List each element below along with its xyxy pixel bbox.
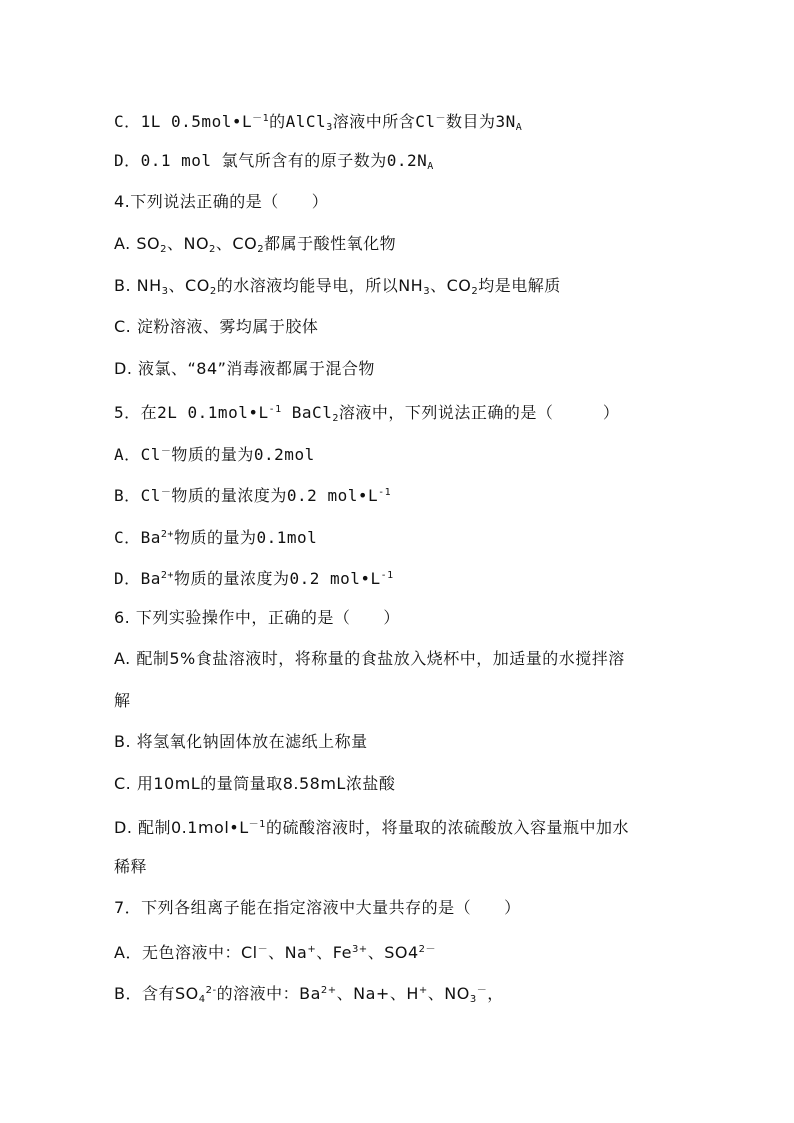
subscript: 3 xyxy=(423,286,431,297)
text: ， xyxy=(487,984,504,1003)
text: B．Cl xyxy=(114,486,161,505)
q4-option-c: C. 淀粉溶液、雾均属于胶体 xyxy=(114,317,319,336)
text: 、Fe xyxy=(316,943,352,962)
q4-option-b xyxy=(114,275,561,303)
superscript: － xyxy=(160,487,172,498)
q4-option-d: D. 液氯、“84”消毒液都属于混合物 xyxy=(114,359,375,378)
q3-option-c xyxy=(114,108,522,139)
text: 的水溶液均能导电，所以NH xyxy=(216,276,424,295)
text: BaCl xyxy=(281,403,333,422)
text: 均是电解质 xyxy=(478,276,561,295)
q5-stem xyxy=(114,399,619,430)
superscript: － xyxy=(476,985,488,996)
text: 5．在2L 0.1mol•L xyxy=(114,403,269,422)
superscript: -1 xyxy=(380,570,394,581)
superscript: 2－ xyxy=(418,944,436,955)
superscript: + xyxy=(418,985,428,996)
text: 物质的量为0.1mol xyxy=(173,528,318,547)
q5-option-a xyxy=(114,441,315,466)
q6-option-d-line1 xyxy=(114,814,629,839)
subscript: 3 xyxy=(326,122,333,133)
text: 的溶液中：Ba xyxy=(216,984,321,1003)
text: 都属于酸性氧化物 xyxy=(264,234,397,253)
q7-option-a xyxy=(114,939,436,964)
text: 物质的量为0.2mol xyxy=(171,445,315,464)
text: B. NH xyxy=(114,276,162,295)
q5-option-d xyxy=(114,565,394,590)
text: 的硫酸溶液时，将量取的浓硫酸放入容量瓶中加水 xyxy=(266,818,630,837)
text: 、Na+、H xyxy=(336,984,419,1003)
superscript: － xyxy=(435,113,446,124)
superscript: 2+ xyxy=(160,529,174,540)
superscript: 3+ xyxy=(351,944,368,955)
text: 、CO xyxy=(430,276,472,295)
superscript: － xyxy=(160,446,172,457)
subscript: 2 xyxy=(471,286,479,297)
text: 、CO xyxy=(168,276,210,295)
superscript: + xyxy=(307,944,317,955)
text: 物质的量浓度为0.2 mol•L xyxy=(171,486,379,505)
superscript: 2- xyxy=(205,985,217,996)
text: D．0.1 mol 氯气所含有的原子数为0.2N xyxy=(114,151,428,170)
text: A．无色溶液中：Cl xyxy=(114,943,258,962)
q4-option-a xyxy=(114,233,396,261)
q6-option-d-line2: 稀释 xyxy=(114,857,148,876)
superscript: －1 xyxy=(252,113,270,124)
text: 溶液中，下列说法正确的是（ ） xyxy=(338,403,620,422)
superscript: 2+ xyxy=(160,570,174,581)
subscript: A xyxy=(427,161,434,172)
text: 数目为3N xyxy=(446,112,516,131)
text: D. 配制0.1mol•L xyxy=(114,818,249,837)
subscript: 2 xyxy=(332,413,339,424)
text: C．1L 0.5mol•L xyxy=(114,112,253,131)
q6-option-c: C. 用10mL的量筒量取8.58mL浓盐酸 xyxy=(114,774,396,793)
q7-option-b xyxy=(114,980,504,1011)
superscript: －1 xyxy=(248,819,266,830)
text: A．Cl xyxy=(114,445,161,464)
q5-option-c xyxy=(114,524,317,549)
text: 、NO xyxy=(427,984,470,1003)
q6-option-a-line2: 解 xyxy=(114,691,131,710)
subscript: 4 xyxy=(198,994,206,1005)
subscript: 2 xyxy=(257,244,265,255)
text: A. SO xyxy=(114,234,161,253)
superscript: 2+ xyxy=(320,985,337,996)
text: C．Ba xyxy=(114,528,161,547)
subscript: 3 xyxy=(161,286,169,297)
text: D．Ba xyxy=(114,569,161,588)
superscript: － xyxy=(257,944,269,955)
q4-stem: 4.下列说法正确的是（ ） xyxy=(114,192,329,211)
superscript: -1 xyxy=(268,404,282,415)
subscript: 2 xyxy=(209,244,216,255)
q5-option-b xyxy=(114,482,391,507)
text: 、CO xyxy=(215,234,258,253)
text: 、Na xyxy=(268,943,308,962)
q7-stem: 7．下列各组离子能在指定溶液中大量共存的是（ ） xyxy=(114,898,521,917)
q6-option-b: B. 将氢氧化钠固体放在滤纸上称量 xyxy=(114,732,368,751)
text: 的AlCl xyxy=(269,112,327,131)
text: 、SO4 xyxy=(367,943,419,962)
q6-stem: 6. 下列实验操作中，正确的是（ ） xyxy=(114,608,400,627)
text: 溶液中所含Cl xyxy=(332,112,436,131)
superscript: -1 xyxy=(378,487,392,498)
q3-option-d xyxy=(114,150,434,178)
subscript: 2 xyxy=(160,244,167,255)
q6-option-a-line1: A. 配制5%食盐溶液时，将称量的食盐放入烧杯中，加适量的水搅拌溶 xyxy=(114,649,625,668)
text: 、NO xyxy=(166,234,210,253)
text: B．含有SO xyxy=(114,984,199,1003)
subscript: A xyxy=(515,122,523,133)
subscript: 2 xyxy=(209,286,217,297)
text: 物质的量浓度为0.2 mol•L xyxy=(173,569,381,588)
subscript: 3 xyxy=(469,994,477,1005)
